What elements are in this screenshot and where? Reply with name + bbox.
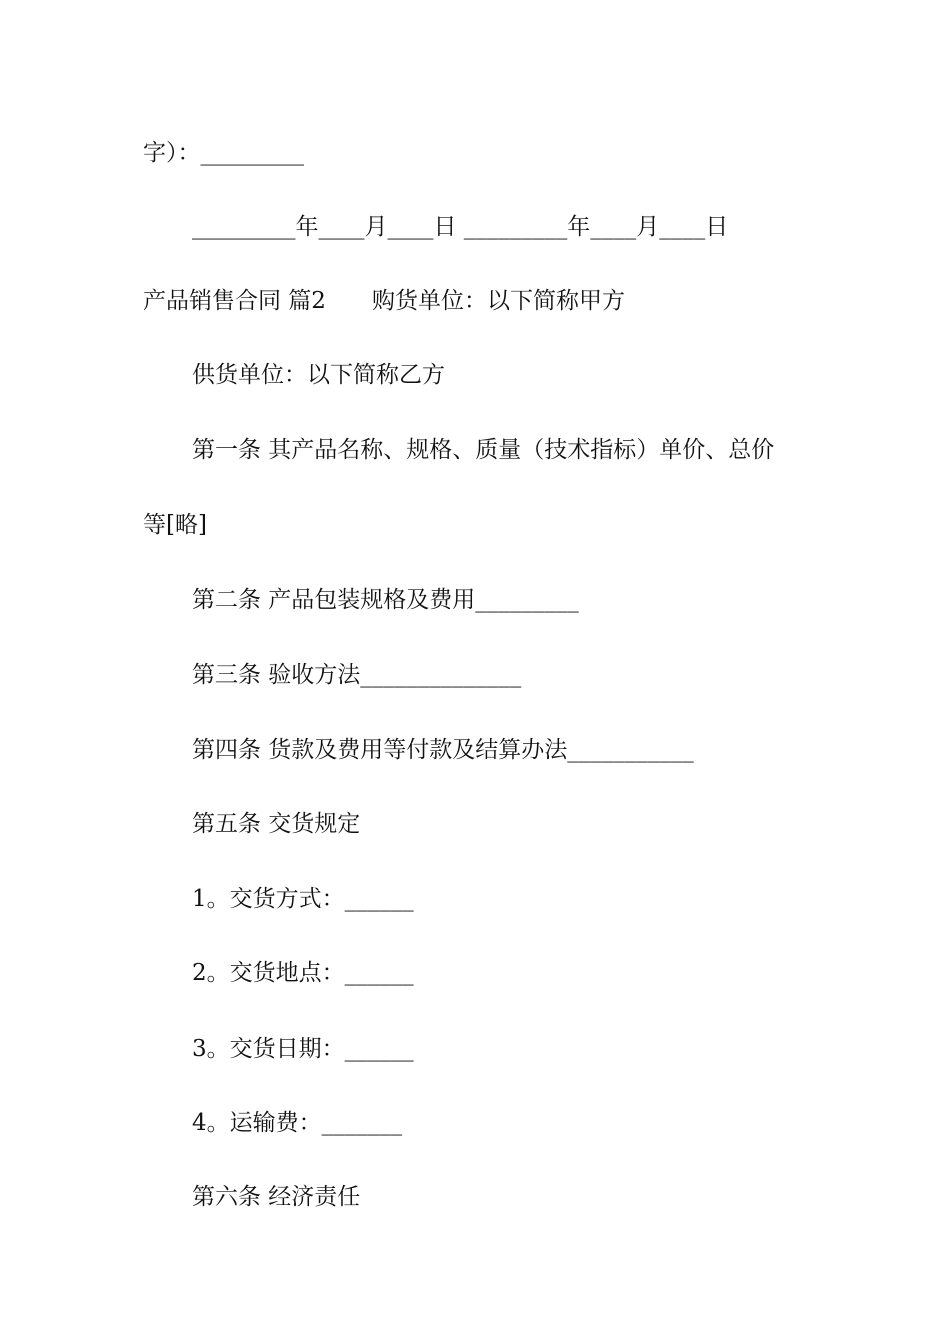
article-3-line: 第三条 验收方法______________ [192,662,522,688]
article-4-line: 第四条 货款及费用等付款及结算办法___________ [192,737,694,763]
article-1-line: 第一条 其产品名称、规格、质量（技术指标）单价、总价 [192,437,775,463]
delivery-location-line: 2。交货地点：______ [192,960,414,986]
delivery-method-line: 1。交货方式：______ [192,886,414,912]
contract-title-line: 产品销售合同 篇2 购货单位：以下简称甲方 [143,288,625,314]
article-5-line: 第五条 交货规定 [192,811,361,837]
delivery-date-line: 3。交货日期：______ [192,1036,414,1062]
signature-continuation-line: 字）：_________ [143,140,304,166]
article-2-line: 第二条 产品包装规格及费用_________ [192,587,579,613]
supplier-line: 供货单位：以下简称乙方 [192,362,445,388]
date-line: _________年____月____日 _________年____月____日 [192,214,729,240]
freight-line: 4。运输费：_______ [192,1110,403,1136]
article-6-line: 第六条 经济责任 [192,1184,361,1210]
article-1-continuation: 等[略] [143,512,207,538]
